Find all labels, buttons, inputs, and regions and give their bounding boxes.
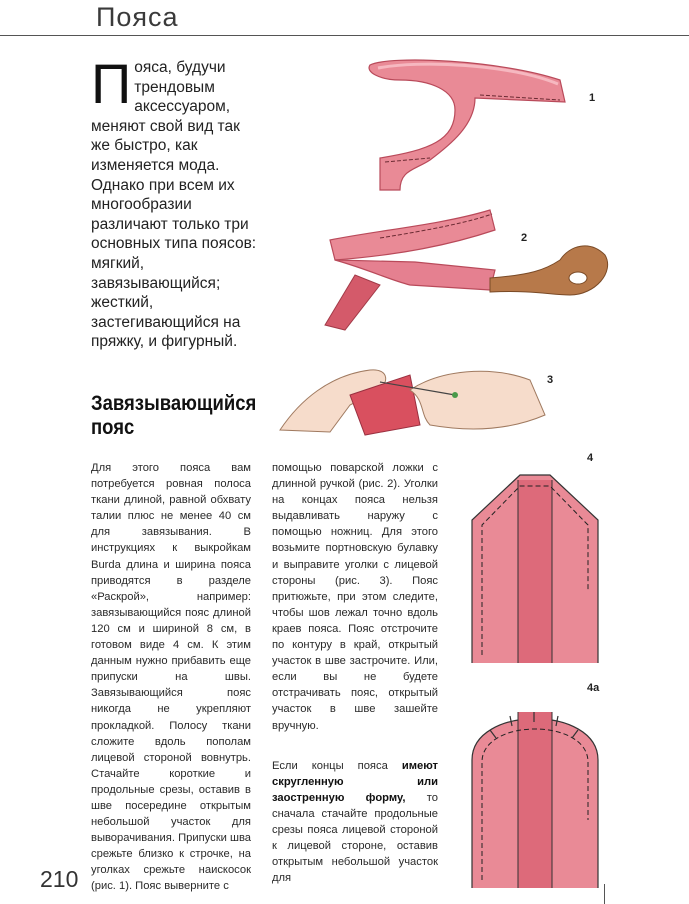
belt-shape [369,60,565,190]
body-column-2 [272,460,438,886]
spoon-hole [569,272,587,284]
header-divider [0,35,689,36]
page-number: 210 [40,866,79,892]
body-paragraph: помощью поварской ложки с длинной ручкой (рис. 2). Уголки на концах пояса нельзя выдавливать наружу с помощью ножниц. Для этого возьмите портновскую булавку и выправите уголки с лицевой стороны (рис. 3). Пояс притюжьте, при этом следите, чтобы шов лежал точно вдоль краев пояса. Пояс отстрочите по контуру в край, открытый участок в шве застрочите. Или, если вы не будете отстрачивать пояс, открытый участок в шве зашейте вручную. [272,462,438,732]
figure-2-illustration [320,200,620,340]
figure-4a-illustration [470,700,600,890]
figure-2-label: 2 [521,232,528,244]
intro-paragraph [91,52,261,352]
body-paragraph-shapes [272,758,438,887]
right-hand [410,371,545,429]
belt-fold [518,712,552,888]
intro-dropcap: П [91,52,132,115]
intro-text: ояса, будучи трендовым аксессуаром, меняют свой вид так же быстро, как изменяется мода. Однако при всем их многообразии различают только три основных типа поясов: мягкий, завязывающийся; жесткий, застегивающийся на пряжку, и фигурный. [91,59,257,351]
belt-fold [518,480,552,663]
footer-divider [604,884,605,904]
wooden-spoon [490,246,608,295]
belt-tail [325,275,380,330]
figure-4-illustration [470,470,600,665]
figure-3-label: 3 [547,374,554,386]
pin-head [452,392,458,398]
text-span: то сначала стачайте продольные срезы пояса лицевой стороной к лицевой стороне, оставив открытым небольшой участок для [272,791,438,885]
figure-4a-label: 4а [587,682,600,694]
figure-4-label: 4 [587,452,594,464]
figure-1-label: 1 [589,92,596,104]
figure-1-illustration [360,50,590,200]
body-paragraph: Для этого пояса вам потребуется ровная полоса ткани длиной, равной обхвату талии плюс не менее 40 см для завязывания. В инструкциях к выкройкам Burda длина и ширина пояса приводятся в разделе «Раскрой», например: завязывающийся пояс длиной 120 см и шириной 8 см, в готовом виде 4 см. К этим данным нужно прибавить еще припуски на швы. Завязывающийся пояс никогда не укрепляют прокладкой. Полосу ткани сложите вдоль пополам лицевой стороной вовнутрь. Стачайте короткие и продольные срезы, оставив в шве посередине открытым небольшой участок для выворачивания. Припуски шва срежьте близко к строчке, на уголках срежьте наискосок (рис. 1). Пояс выверните с [91,462,251,893]
emphasis-text: имеют скругленную или заостренную форму, [272,759,438,804]
text-span: Если концы пояса [272,759,402,772]
belt-shape [330,210,495,260]
body-column-1 [91,460,251,895]
page-title: Пояса [96,2,179,32]
section-heading: Завязывающийся пояс [91,392,257,439]
figure-3-illustration [270,360,550,440]
